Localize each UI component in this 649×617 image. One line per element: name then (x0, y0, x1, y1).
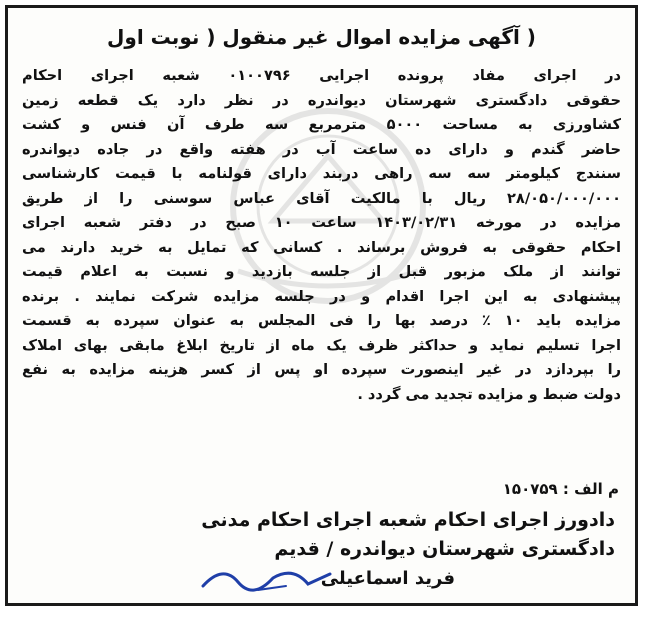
reference-number: م الف : ۱۵۰۷۵۹ (502, 480, 619, 498)
body-line: حقوقی دادگستری شهرستان دیواندره در نظر دارد یک قطعه زمین (22, 91, 621, 109)
body-line: ۲۸/۰۵۰/۰۰۰/۰۰۰ ریال با مالکیت آقای عباس سوسنی را از طریق (22, 189, 621, 207)
body-line: مزایده در مورخه ۱۴۰۳/۰۲/۳۱ ساعت ۱۰ صبح در دفتر شعبه اجرای (22, 214, 621, 231)
signer-title-line: دادورز اجرای احکام شعبه اجرای احکام مدنی (201, 509, 615, 531)
body-line: اجرا تسلیم نماید و حداکثر ظرف یک ماه از تاریخ ابلاغ مابقی بهای املاک (22, 336, 621, 354)
body-line: دولت ضبط و مزایده تجدید می گردد . (357, 385, 621, 403)
notice-body (22, 64, 621, 407)
body-line: کشاورزی به مساحت ۵۰۰۰ مترمربع سه طرف آن فنس و کشت (22, 116, 621, 133)
body-line: حاضر گندم و دارای ده ساعت آب در هفته واقع در جاده دیواندره (22, 140, 621, 158)
body-line: در اجرای مفاد پرونده اجرایی ۰۱۰۰۷۹۶ شعبه اجرای احکام (22, 67, 621, 84)
signer-office-line: دادگستری شهرستان دیواندره / قدیم (274, 538, 615, 560)
handwritten-signature-icon (198, 556, 338, 596)
body-line: را بپردازد در غیر اینصورت سپرده او پس از کسر هزینه مزایده به نفع (22, 361, 621, 378)
body-line: سنندج کیلومتر سه سه راهی دربند دارای قولنامه با قیمت کارشناسی (22, 165, 621, 182)
body-line: مزایده باید ۱۰ ٪ درصد بها را فی المجلس به عنوان سپرده به قسمت (22, 312, 621, 329)
body-line: پیشنهادی به این اجرا اقدام و در جلسه مزایده شرکت نمایند . برنده (22, 287, 621, 305)
body-line: توانند از ملک مزبور قبل از جلسه بازدید و نسبت به اعلام قیمت (22, 263, 621, 280)
body-line: احکام حقوقی به فروش برساند . کسانی که تمایل به خرید دارند می (22, 238, 621, 256)
signer-name: فرید اسماعیلی (320, 568, 455, 589)
notice-frame (5, 5, 638, 606)
notice-title: ( آگهی مزایده اموال غیر منقول ( نوبت اول (107, 25, 536, 49)
